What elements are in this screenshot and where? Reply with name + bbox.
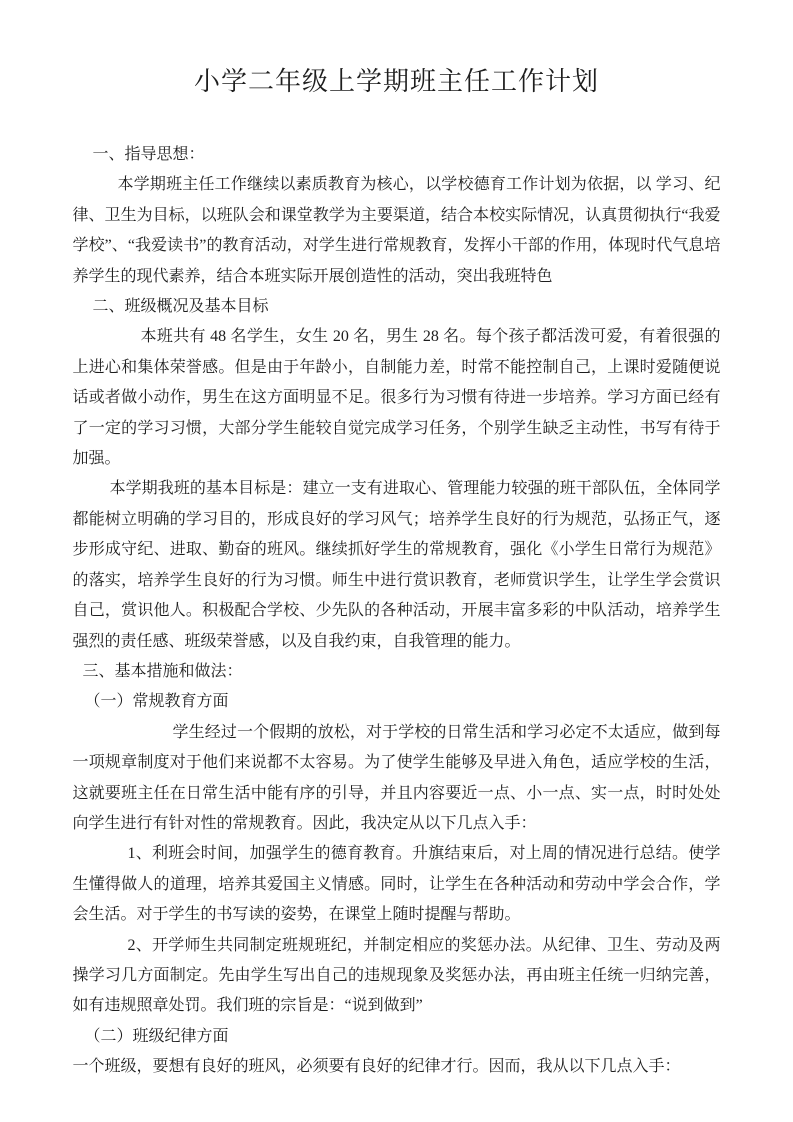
- document-page: [73, 0, 721, 1083]
- list-item-2-class-rules: 2、开学师生共同制定班规班纪，并制定相应的奖惩办法。从纪律、卫生、劳动及两操学习几方面制定。先由学生写出自己的违规现象及奖惩办法，再由班主任统一归纳完善，如有违规照章处罚。我们班的宗旨是：“说到做到”: [72, 936, 721, 1015]
- paragraph-class-discipline: 一个班级，要想有良好的班风，必须要有良好的纪律才行。因而，我从以下几点入手：: [72, 1058, 681, 1076]
- subsection-heading-class-discipline: （二）班级纪律方面: [84, 1027, 229, 1045]
- paragraph-basic-goals: 本学期我班的基本目标是：建立一支有进取心、管理能力较强的班干部队伍，全体同学都能树立明确的学习目的，形成良好的学习风气；培养学生良好的行为规范，弘扬正气，逐步形成守纪、进取、勤奋的班风。继续抓好学生的常规教育，强化《小学生日常行为规范》的落实，培养学生良好的行为习惯。师生中进行赏识教育，老师赏识学生，让学生学会赏识自己，赏识他人。积极配合学校、少先队的各种活动，开展丰富多彩的中队活动，培养学生强烈的责任感、班级荣誉感，以及自我约束，自我管理的能力。: [72, 480, 721, 650]
- subsection-heading-routine-education: （一）常规教育方面: [84, 693, 229, 711]
- section-heading-guiding-ideology: 一、指导思想：: [92, 146, 205, 163]
- section-heading-measures: 三、基本措施和做法：: [82, 662, 243, 680]
- paragraph-guiding-ideology: 本学期班主任工作继续以素质教育为核心，以学校德育工作计划为依据，以 学习、纪律、卫生为目标，以班队会和课堂教学为主要渠道，结合本校实际情况，认真贯彻执行“我爱学校”、“我爱读书”的教育活动，对学生进行常规教育，发挥小干部的作用，体现时代气息培养学生的现代素养，结合本班实际开展创造性的活动，突出我班特色: [72, 176, 721, 285]
- list-item-1-class-meeting: 1、利班会时间，加强学生的德育教育。升旗结束后，对上周的情况进行总结。使学生懂得做人的道理，培养其爱国主义情感。同时，让学生在各种活动和劳动中学会合作，学会生活。对于学生的书写读的姿势，在课堂上随时提醒与帮助。: [72, 845, 721, 924]
- section-heading-class-overview: 二、班级概况及基本目标: [92, 298, 269, 316]
- paragraph-class-overview: 本班共有 48 名学生，女生 20 名，男生 28 名。每个孩子都活泼可爱，有着很强的上进心和集体荣誉感。但是由于年龄小，自制能力差，时常不能控制自己，上课时爱随便说话或者做小动作，男生在这方面明显不足。很多行为习惯有待进一步培养。学习方面已经有了一定的学习习惯，大部分学生能较自觉完成学习任务，个别学生缺乏主动性，书写有待于加强。: [72, 328, 721, 468]
- document-title: 小学二年级上学期班主任工作计划: [193, 67, 599, 96]
- paragraph-routine-education: 学生经过一个假期的放松，对于学校的日常生活和学习必定不太适应，做到每一项规章制度对于他们来说都不太容易。为了使学生能够及早进入角色，适应学校的生活，这就要班主任在日常生活中能有序的引导，并且内容要近一点、小一点、实一点，时时处处向学生进行有针对性的常规教育。因此，我决定从以下几点入手：: [72, 723, 721, 832]
